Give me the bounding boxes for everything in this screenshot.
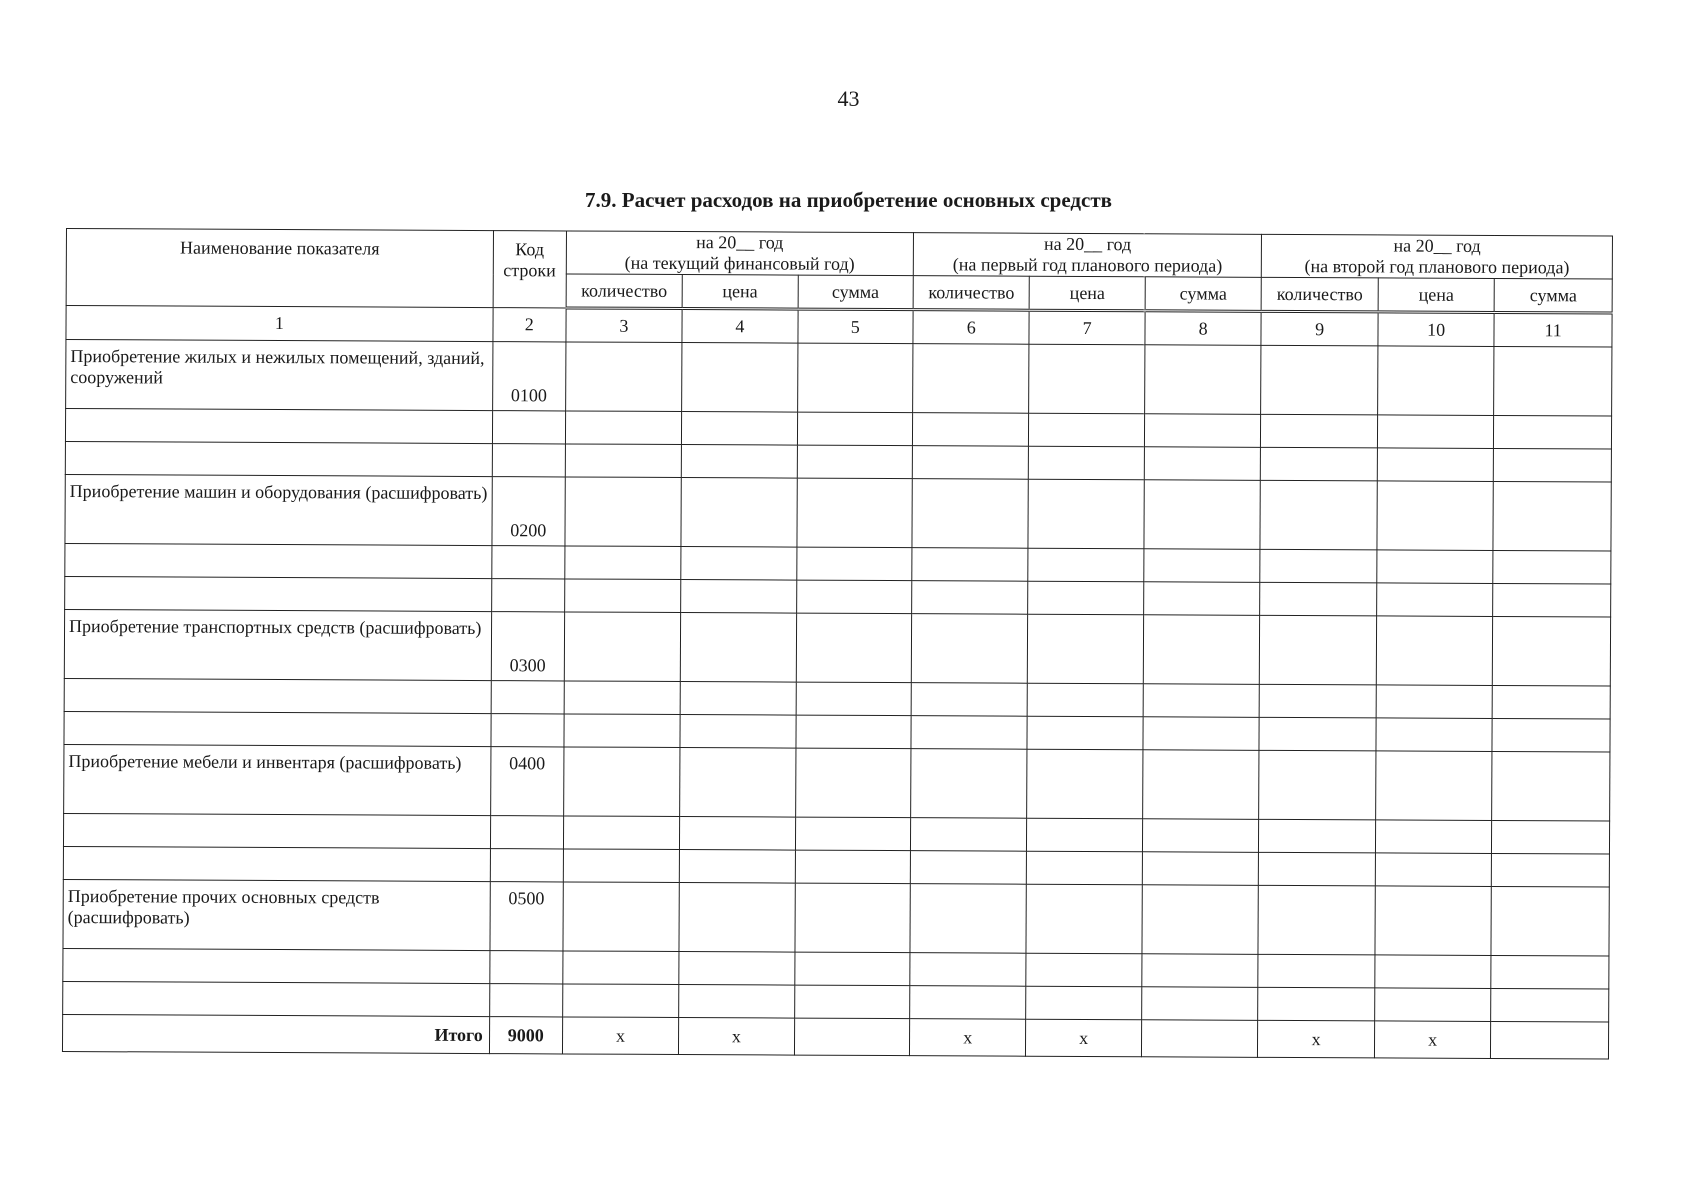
value-cell[interactable] — [913, 344, 1030, 414]
value-cell[interactable] — [1141, 987, 1258, 1021]
period-year: на 20__ год — [696, 232, 784, 253]
value-cell[interactable] — [1261, 345, 1378, 415]
value-cell[interactable] — [794, 952, 910, 986]
value-cell[interactable] — [1377, 448, 1494, 482]
value-cell[interactable] — [796, 715, 912, 749]
subheader-sum: сумма — [1494, 278, 1612, 313]
value-cell[interactable] — [1142, 750, 1259, 820]
value-cell[interactable] — [911, 683, 1028, 717]
value-cell[interactable] — [682, 412, 798, 446]
value-cell[interactable] — [1493, 616, 1611, 686]
value-cell[interactable] — [564, 546, 681, 580]
value-cell[interactable] — [491, 579, 564, 612]
row-label: Приобретение транспортных средств (расшифровать) — [64, 609, 491, 680]
value-cell[interactable] — [63, 846, 490, 881]
value-cell[interactable] — [63, 948, 490, 983]
value-cell[interactable] — [679, 952, 795, 986]
value-cell[interactable] — [491, 714, 564, 747]
value-cell[interactable] — [492, 411, 565, 444]
subheader-price: цена — [682, 275, 798, 310]
value-cell[interactable] — [1493, 583, 1611, 617]
table-row — [65, 474, 1611, 551]
value-cell[interactable] — [1027, 851, 1143, 885]
period-year: на 20__ год — [1043, 233, 1132, 255]
row-code: 0300 — [491, 612, 564, 681]
value-cell[interactable] — [1375, 820, 1492, 854]
value-cell[interactable] — [491, 681, 564, 714]
value-cell[interactable] — [490, 816, 563, 849]
value-cell[interactable] — [1144, 414, 1261, 448]
value-cell[interactable] — [1491, 886, 1609, 956]
value-cell[interactable] — [1374, 988, 1491, 1022]
column-number: 11 — [1494, 312, 1612, 347]
value-cell[interactable] — [797, 412, 913, 446]
value-cell[interactable] — [1376, 685, 1493, 719]
value-cell[interactable] — [1259, 717, 1376, 751]
value-cell[interactable] — [1258, 954, 1375, 988]
value-cell[interactable] — [795, 748, 911, 818]
table-row — [64, 744, 1610, 821]
column-number: 2 — [493, 308, 566, 342]
value-cell[interactable] — [910, 851, 1027, 885]
row-code: 0100 — [492, 342, 565, 411]
value-cell[interactable] — [1027, 749, 1143, 819]
row-label: Приобретение машин и оборудования (расшифровать) — [65, 474, 492, 545]
value-cell[interactable] — [65, 441, 492, 476]
value-cell[interactable] — [679, 850, 795, 884]
value-cell[interactable] — [1376, 718, 1493, 752]
value-cell[interactable] — [1144, 447, 1261, 481]
column-number: 4 — [682, 309, 798, 344]
table-row — [64, 609, 1610, 686]
value-cell[interactable] — [1144, 345, 1261, 415]
value-cell[interactable] — [1375, 751, 1492, 821]
value-cell[interactable] — [796, 580, 912, 614]
value-cell[interactable] — [1258, 885, 1375, 955]
value-cell[interactable] — [565, 342, 682, 412]
total-row — [62, 1014, 1608, 1059]
value-cell[interactable] — [1028, 479, 1144, 549]
value-cell[interactable] — [1260, 582, 1377, 616]
value-cell[interactable] — [795, 883, 911, 953]
document-title: 7.9. Расчет расходов на приобретение основных средств — [585, 188, 1112, 212]
value-cell[interactable] — [795, 850, 911, 884]
period-desc: (на текущий финансовый год) — [624, 252, 855, 274]
value-cell[interactable] — [794, 985, 910, 1019]
value-cell[interactable] — [796, 547, 912, 581]
value-cell[interactable] — [64, 711, 491, 746]
value-cell[interactable] — [490, 951, 563, 984]
value-cell[interactable] — [1142, 819, 1259, 853]
value-cell[interactable] — [680, 817, 796, 851]
value-cell[interactable] — [680, 613, 796, 683]
value-cell[interactable] — [679, 985, 795, 1019]
total-cell: x — [1026, 1019, 1142, 1057]
value-cell[interactable] — [1143, 717, 1260, 751]
header-code-column: Код строки — [493, 231, 566, 308]
value-cell[interactable] — [1377, 481, 1494, 551]
value-cell[interactable] — [911, 716, 1028, 750]
subheader-sum: сумма — [1145, 277, 1262, 312]
value-cell[interactable] — [1143, 582, 1260, 616]
value-cell[interactable] — [565, 444, 682, 478]
value-cell[interactable] — [1028, 548, 1144, 582]
value-cell[interactable] — [912, 479, 1029, 549]
value-cell[interactable] — [562, 984, 679, 1018]
row-code: 0200 — [492, 477, 565, 546]
value-cell[interactable] — [1492, 820, 1610, 854]
value-cell[interactable] — [1260, 480, 1377, 550]
value-cell[interactable] — [1494, 448, 1612, 482]
total-cell — [1141, 1020, 1258, 1058]
value-cell[interactable] — [489, 984, 562, 1017]
table-body — [63, 340, 1612, 1023]
subheader-sum: сумма — [798, 275, 914, 310]
column-number: 7 — [1029, 310, 1145, 345]
value-cell[interactable] — [1028, 581, 1144, 615]
total-cell: x — [562, 1017, 679, 1055]
value-cell[interactable] — [1027, 818, 1143, 852]
value-cell[interactable] — [911, 614, 1028, 684]
value-cell[interactable] — [65, 576, 492, 611]
value-cell[interactable] — [565, 411, 682, 445]
header-period-current — [566, 231, 913, 276]
subheader-price: цена — [1378, 278, 1495, 313]
value-cell[interactable] — [1143, 615, 1260, 685]
column-number: 6 — [913, 310, 1030, 345]
table-footer — [62, 1014, 1608, 1059]
value-cell[interactable] — [1377, 415, 1494, 449]
value-cell[interactable] — [492, 444, 565, 477]
value-cell[interactable] — [64, 678, 491, 713]
value-cell[interactable] — [680, 682, 796, 716]
value-cell[interactable] — [797, 445, 913, 479]
value-cell[interactable] — [797, 478, 913, 548]
value-cell[interactable] — [565, 477, 682, 547]
value-cell[interactable] — [679, 883, 795, 953]
value-cell[interactable] — [1493, 550, 1611, 584]
value-cell[interactable] — [911, 749, 1028, 819]
row-code: 0500 — [490, 882, 563, 951]
value-cell[interactable] — [910, 953, 1027, 987]
value-cell[interactable] — [681, 580, 797, 614]
total-cell: x — [679, 1018, 795, 1056]
page-number: 43 — [837, 86, 860, 111]
value-cell[interactable] — [910, 884, 1027, 954]
column-number: 10 — [1378, 312, 1495, 347]
column-number: 9 — [1261, 311, 1378, 346]
value-cell[interactable] — [796, 682, 912, 716]
value-cell[interactable] — [1029, 413, 1145, 447]
value-cell[interactable] — [1377, 550, 1494, 584]
value-cell[interactable] — [65, 409, 492, 444]
period-desc: (на второй год планового периода) — [1304, 256, 1570, 278]
value-cell[interactable] — [563, 816, 680, 850]
value-cell[interactable] — [1028, 683, 1144, 717]
value-cell[interactable] — [1259, 852, 1376, 886]
value-cell[interactable] — [1375, 955, 1492, 989]
header-name-column: Наименование показателя — [66, 229, 493, 308]
row-label: Приобретение жилых и нежилых помещений, зданий, сооружений — [66, 340, 493, 411]
value-cell[interactable] — [1492, 751, 1610, 821]
value-cell[interactable] — [910, 986, 1027, 1020]
value-cell[interactable] — [1026, 884, 1142, 954]
total-cell: x — [1258, 1020, 1375, 1058]
value-cell[interactable] — [910, 818, 1027, 852]
total-cell: x — [909, 1019, 1026, 1057]
value-cell[interactable] — [795, 817, 911, 851]
value-cell[interactable] — [681, 547, 797, 581]
column-number: 1 — [66, 306, 493, 342]
value-cell[interactable] — [564, 612, 681, 682]
total-cell — [1491, 1021, 1609, 1059]
period-desc: (на первый год планового периода) — [952, 254, 1223, 276]
value-cell[interactable] — [912, 413, 1029, 447]
value-cell[interactable] — [1143, 684, 1260, 718]
table-row — [66, 340, 1612, 417]
value-cell[interactable] — [563, 951, 680, 985]
value-cell[interactable] — [680, 748, 796, 818]
value-cell[interactable] — [1261, 414, 1378, 448]
value-cell[interactable] — [1492, 685, 1610, 719]
value-cell[interactable] — [1375, 853, 1492, 887]
value-cell[interactable] — [1260, 549, 1377, 583]
value-cell[interactable] — [1377, 346, 1494, 416]
value-cell[interactable] — [1027, 716, 1143, 750]
value-cell[interactable] — [1494, 346, 1612, 416]
value-cell[interactable] — [1261, 447, 1378, 481]
value-cell[interactable] — [912, 548, 1029, 582]
value-cell[interactable] — [1142, 852, 1259, 886]
value-cell[interactable] — [1258, 987, 1375, 1021]
value-cell[interactable] — [1142, 885, 1259, 955]
value-cell[interactable] — [682, 343, 798, 413]
value-cell[interactable] — [1260, 615, 1377, 685]
value-cell[interactable] — [1144, 480, 1261, 550]
value-cell[interactable] — [65, 543, 492, 578]
value-cell[interactable] — [1026, 986, 1142, 1020]
value-cell[interactable] — [1259, 819, 1376, 853]
total-label: Итого — [62, 1014, 489, 1053]
value-cell[interactable] — [563, 747, 680, 817]
value-cell[interactable] — [912, 446, 1029, 480]
value-cell[interactable] — [492, 546, 565, 579]
value-cell[interactable] — [680, 715, 796, 749]
period-year: на 20__ год — [1393, 235, 1481, 256]
value-cell[interactable] — [1259, 684, 1376, 718]
column-number: 5 — [798, 309, 914, 344]
header-period-first-plan — [913, 233, 1262, 278]
subheader-price: цена — [1030, 276, 1146, 311]
total-cell — [794, 1018, 910, 1056]
value-cell[interactable] — [63, 981, 490, 1016]
value-cell[interactable] — [1491, 955, 1609, 989]
subheader-quantity: количество — [913, 276, 1030, 311]
table-row — [63, 879, 1609, 956]
value-cell[interactable] — [912, 581, 1029, 615]
value-cell[interactable] — [681, 445, 797, 479]
value-cell[interactable] — [1492, 718, 1610, 752]
value-cell[interactable] — [564, 714, 681, 748]
value-cell[interactable] — [1144, 549, 1261, 583]
value-cell[interactable] — [1376, 583, 1493, 617]
total-cell: x — [1374, 1021, 1491, 1059]
value-cell[interactable] — [564, 681, 681, 715]
value-cell[interactable] — [1491, 988, 1609, 1022]
value-cell[interactable] — [1028, 614, 1144, 684]
value-cell[interactable] — [563, 882, 680, 952]
value-cell[interactable] — [63, 813, 490, 848]
value-cell[interactable] — [1493, 481, 1611, 551]
value-cell[interactable] — [1494, 415, 1612, 449]
row-label: Приобретение прочих основных средств (расшифровать) — [63, 879, 490, 950]
value-cell[interactable] — [1259, 750, 1376, 820]
value-cell[interactable] — [564, 579, 681, 613]
value-cell[interactable] — [1029, 446, 1145, 480]
column-number: 8 — [1145, 311, 1262, 346]
value-cell[interactable] — [1376, 616, 1493, 686]
value-cell[interactable] — [1029, 344, 1145, 414]
value-cell[interactable] — [681, 478, 797, 548]
row-label: Приобретение мебели и инвентаря (расшифровать) — [64, 744, 491, 815]
row-code: 0400 — [490, 747, 563, 816]
total-code: 9000 — [489, 1017, 562, 1054]
subheader-quantity: количество — [1261, 277, 1378, 312]
subheader-quantity: количество — [566, 274, 683, 309]
value-cell[interactable] — [563, 849, 680, 883]
value-cell[interactable] — [797, 343, 913, 413]
column-number: 3 — [566, 308, 683, 343]
value-cell[interactable] — [1375, 886, 1492, 956]
header-period-second-plan — [1262, 234, 1613, 279]
value-cell[interactable] — [490, 849, 563, 882]
value-cell[interactable] — [1142, 954, 1259, 988]
value-cell[interactable] — [796, 613, 912, 683]
value-cell[interactable] — [1492, 853, 1610, 887]
table-header — [66, 229, 1613, 348]
value-cell[interactable] — [1026, 953, 1142, 987]
expense-table — [62, 228, 1613, 1060]
